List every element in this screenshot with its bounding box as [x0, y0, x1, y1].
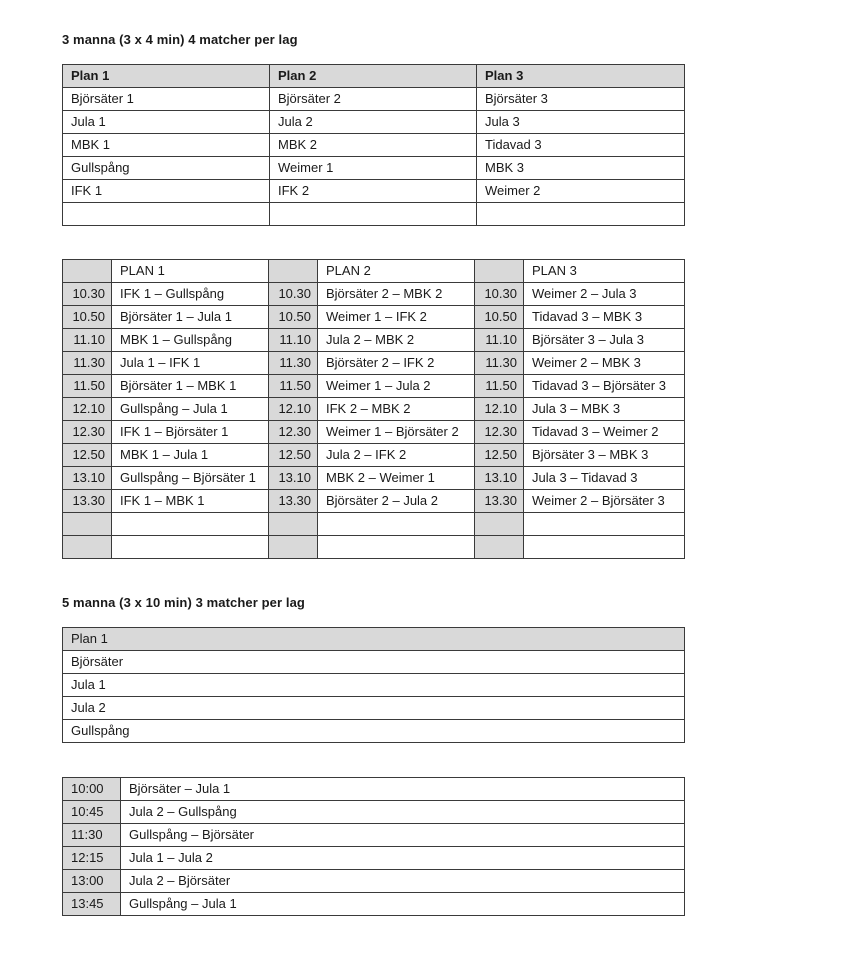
plan-header: Plan 1	[63, 65, 270, 88]
time-cell: 13.30	[475, 490, 524, 513]
match-cell	[112, 513, 269, 536]
time-cell: 11.30	[63, 352, 112, 375]
match-cell	[524, 536, 685, 559]
table-row	[63, 674, 685, 697]
team-cell: Gullspång	[63, 720, 685, 743]
match-cell: Jula 3 – MBK 3	[524, 398, 685, 421]
team-cell: Björsäter 2	[270, 88, 477, 111]
team-cell	[270, 203, 477, 226]
table-row	[63, 513, 685, 536]
time-header-cell	[269, 260, 318, 283]
table-row	[63, 329, 685, 352]
time-cell: 11.30	[475, 352, 524, 375]
match-cell	[524, 513, 685, 536]
time-cell: 13.10	[269, 467, 318, 490]
team-cell: Jula 2	[63, 697, 685, 720]
table-row	[63, 893, 685, 916]
table-header-row	[63, 65, 685, 88]
section1-heading: 3 manna (3 x 4 min) 4 matcher per lag	[62, 32, 298, 47]
time-cell: 11.10	[475, 329, 524, 352]
time-cell: 12.30	[475, 421, 524, 444]
time-cell: 10.50	[475, 306, 524, 329]
time-cell: 13.10	[475, 467, 524, 490]
match-cell: Weimer 2 – Jula 3	[524, 283, 685, 306]
match-cell: Jula 2 – Gullspång	[121, 801, 685, 824]
table-row	[63, 88, 685, 111]
team-cell: Tidavad 3	[477, 134, 685, 157]
time-cell: 12.30	[63, 421, 112, 444]
time-cell: 12.30	[269, 421, 318, 444]
teams-table-5manna	[62, 627, 685, 743]
match-cell	[112, 536, 269, 559]
time-cell: 12.10	[269, 398, 318, 421]
team-cell: Jula 1	[63, 674, 685, 697]
match-cell: IFK 2 – MBK 2	[318, 398, 475, 421]
match-cell: Weimer 2 – Björsäter 3	[524, 490, 685, 513]
time-cell	[269, 536, 318, 559]
match-cell: Jula 1 – Jula 2	[121, 847, 685, 870]
match-cell: Björsäter 3 – MBK 3	[524, 444, 685, 467]
match-cell: MBK 2 – Weimer 1	[318, 467, 475, 490]
team-cell: MBK 2	[270, 134, 477, 157]
table-row	[63, 824, 685, 847]
time-cell: 13.30	[63, 490, 112, 513]
table-row	[63, 536, 685, 559]
match-cell	[318, 536, 475, 559]
team-cell: Weimer 2	[477, 180, 685, 203]
table-header-row	[63, 628, 685, 651]
plan-header: Plan 2	[270, 65, 477, 88]
team-cell: Björsäter 3	[477, 88, 685, 111]
team-cell: Jula 3	[477, 111, 685, 134]
plan-header: Plan 3	[477, 65, 685, 88]
plan-header: PLAN 3	[524, 260, 685, 283]
match-cell: Jula 2 – MBK 2	[318, 329, 475, 352]
time-cell: 11:30	[63, 824, 121, 847]
table-row	[63, 157, 685, 180]
match-cell: Björsäter 2 – Jula 2	[318, 490, 475, 513]
match-cell: Jula 1 – IFK 1	[112, 352, 269, 375]
time-cell	[63, 536, 112, 559]
table-row	[63, 421, 685, 444]
team-cell: Björsäter	[63, 651, 685, 674]
time-cell: 12.10	[63, 398, 112, 421]
match-cell: Gullspång – Jula 1	[112, 398, 269, 421]
match-cell: Gullspång – Björsäter 1	[112, 467, 269, 490]
time-cell	[475, 513, 524, 536]
table-row	[63, 444, 685, 467]
match-cell: Jula 2 – Björsäter	[121, 870, 685, 893]
match-cell: Tidavad 3 – MBK 3	[524, 306, 685, 329]
time-cell: 10.30	[63, 283, 112, 306]
time-cell: 12.10	[475, 398, 524, 421]
match-cell: Gullspång – Jula 1	[121, 893, 685, 916]
time-cell: 12.50	[269, 444, 318, 467]
time-cell: 10.30	[475, 283, 524, 306]
table-row	[63, 490, 685, 513]
team-cell: Weimer 1	[270, 157, 477, 180]
time-cell: 11.50	[475, 375, 524, 398]
time-cell: 12.50	[63, 444, 112, 467]
match-cell: Weimer 1 – IFK 2	[318, 306, 475, 329]
time-cell: 12.50	[475, 444, 524, 467]
time-cell: 11.10	[269, 329, 318, 352]
teams-table-3manna	[62, 64, 685, 226]
team-cell: Gullspång	[63, 157, 270, 180]
plan-header: PLAN 1	[112, 260, 269, 283]
table-row	[63, 651, 685, 674]
time-cell: 11.10	[63, 329, 112, 352]
table-header-row	[63, 260, 685, 283]
match-cell: Björsäter 2 – IFK 2	[318, 352, 475, 375]
time-cell: 13:45	[63, 893, 121, 916]
match-cell: Weimer 1 – Björsäter 2	[318, 421, 475, 444]
table-row	[63, 801, 685, 824]
table-row	[63, 352, 685, 375]
match-cell: Björsäter 3 – Jula 3	[524, 329, 685, 352]
team-cell	[63, 203, 270, 226]
match-cell: Weimer 2 – MBK 3	[524, 352, 685, 375]
match-cell: MBK 1 – Jula 1	[112, 444, 269, 467]
table-row	[63, 870, 685, 893]
team-cell: IFK 2	[270, 180, 477, 203]
team-cell: IFK 1	[63, 180, 270, 203]
time-cell: 12:15	[63, 847, 121, 870]
time-cell: 10.30	[269, 283, 318, 306]
match-cell: Gullspång – Björsäter	[121, 824, 685, 847]
time-cell: 11.30	[269, 352, 318, 375]
plan-header: Plan 1	[63, 628, 685, 651]
match-cell: Björsäter 1 – Jula 1	[112, 306, 269, 329]
match-cell: Björsäter 2 – MBK 2	[318, 283, 475, 306]
time-cell: 11.50	[269, 375, 318, 398]
table-row	[63, 111, 685, 134]
team-cell	[477, 203, 685, 226]
time-cell: 10.50	[63, 306, 112, 329]
match-cell	[318, 513, 475, 536]
schedule-table-3manna	[62, 259, 685, 559]
table-row	[63, 720, 685, 743]
match-cell: Björsäter 1 – MBK 1	[112, 375, 269, 398]
time-cell: 11.50	[63, 375, 112, 398]
time-cell	[269, 513, 318, 536]
table-row	[63, 778, 685, 801]
table-row	[63, 306, 685, 329]
time-cell	[475, 536, 524, 559]
time-cell	[63, 513, 112, 536]
section2-heading: 5 manna (3 x 10 min) 3 matcher per lag	[62, 595, 305, 610]
time-cell: 10:45	[63, 801, 121, 824]
schedule-table-5manna	[62, 777, 685, 916]
table-row	[63, 467, 685, 490]
time-header-cell	[475, 260, 524, 283]
team-cell: Björsäter 1	[63, 88, 270, 111]
plan-header: PLAN 2	[318, 260, 475, 283]
time-cell: 10:00	[63, 778, 121, 801]
team-cell: MBK 1	[63, 134, 270, 157]
table-row	[63, 847, 685, 870]
team-cell: MBK 3	[477, 157, 685, 180]
table-row	[63, 180, 685, 203]
time-cell: 13.30	[269, 490, 318, 513]
match-cell: IFK 1 – Gullspång	[112, 283, 269, 306]
time-header-cell	[63, 260, 112, 283]
match-cell: Weimer 1 – Jula 2	[318, 375, 475, 398]
match-cell: Jula 2 – IFK 2	[318, 444, 475, 467]
table-row	[63, 375, 685, 398]
match-cell: Tidavad 3 – Björsäter 3	[524, 375, 685, 398]
table-row	[63, 203, 685, 226]
table-row	[63, 398, 685, 421]
match-cell: Tidavad 3 – Weimer 2	[524, 421, 685, 444]
team-cell: Jula 1	[63, 111, 270, 134]
match-cell: MBK 1 – Gullspång	[112, 329, 269, 352]
match-cell: IFK 1 – Björsäter 1	[112, 421, 269, 444]
match-cell: Jula 3 – Tidavad 3	[524, 467, 685, 490]
match-cell: IFK 1 – MBK 1	[112, 490, 269, 513]
match-cell: Björsäter – Jula 1	[121, 778, 685, 801]
time-cell: 10.50	[269, 306, 318, 329]
time-cell: 13:00	[63, 870, 121, 893]
table-row	[63, 134, 685, 157]
time-cell: 13.10	[63, 467, 112, 490]
team-cell: Jula 2	[270, 111, 477, 134]
table-row	[63, 283, 685, 306]
table-row	[63, 697, 685, 720]
